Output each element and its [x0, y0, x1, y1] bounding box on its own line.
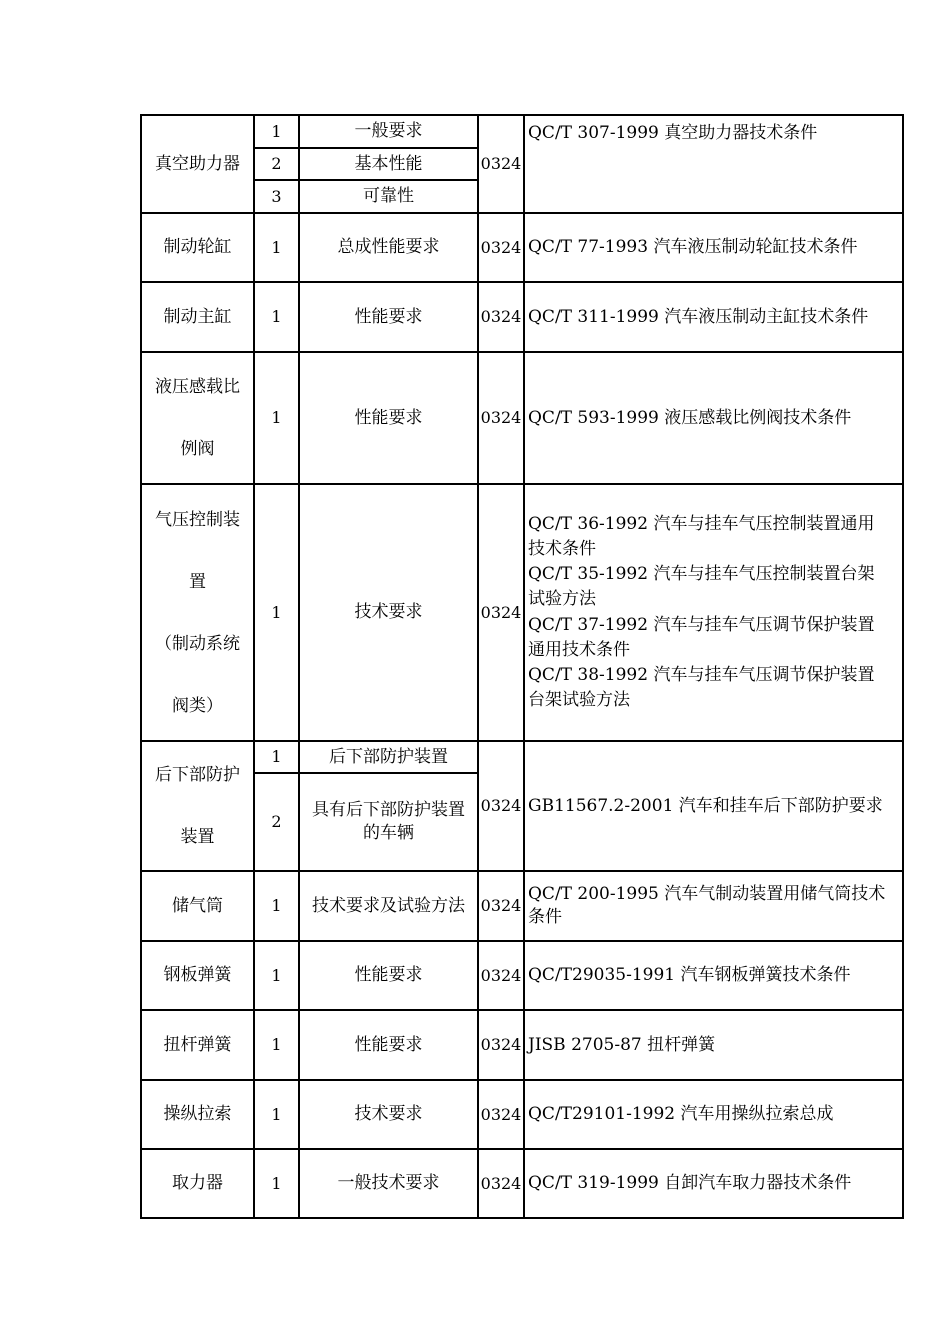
table-row — [141, 871, 903, 941]
seq-cell: 1 — [254, 1080, 299, 1149]
item-name-cell — [141, 115, 254, 213]
table-row — [141, 1080, 903, 1149]
standards-table — [140, 114, 904, 1219]
standard-cell — [524, 115, 903, 213]
standard-line: 试验方法 — [528, 589, 596, 610]
standard-cell — [524, 871, 903, 941]
item-name-line: 钢板弹簧 — [163, 965, 232, 986]
standard-line: JISB 2705-87 扭杆弹簧 — [528, 1034, 716, 1055]
item-name-cell — [141, 1010, 254, 1080]
standard-line: 技术条件 — [528, 539, 596, 560]
seq-cell: 1 — [254, 1010, 299, 1080]
standard-cell — [524, 941, 903, 1010]
item-name-cell — [141, 1149, 254, 1218]
seq-cell: 1 — [254, 484, 299, 741]
requirement-cell: 具有后下部防护装置的车辆 — [299, 773, 478, 871]
requirement-cell: 性能要求 — [299, 1010, 478, 1080]
code-cell: 0324 — [478, 352, 524, 484]
seq-cell: 1 — [254, 741, 299, 773]
item-name-cell — [141, 484, 254, 741]
item-name-line: （制动系统 — [155, 633, 240, 654]
item-name-cell — [141, 741, 254, 871]
seq-cell: 2 — [254, 148, 299, 180]
requirement-cell: 可靠性 — [299, 180, 478, 213]
standard-cell — [524, 1080, 903, 1149]
item-name-line: 后下部防护 — [155, 765, 240, 785]
table-row — [141, 115, 903, 148]
code-cell: 0324 — [478, 1010, 524, 1080]
requirement-cell: 一般技术要求 — [299, 1149, 478, 1218]
standard-line: QC/T 37-1992 汽车与挂车气压调节保护装置 — [528, 614, 875, 635]
standard-line: GB11567.2-2001 汽车和挂车后下部防护要求 — [528, 795, 883, 816]
item-name-line: 置 — [189, 571, 206, 592]
item-name-line: 储气筒 — [172, 895, 223, 916]
requirement-cell: 性能要求 — [299, 941, 478, 1010]
item-name-line: 液压感载比 — [155, 377, 240, 397]
standard-line: QC/T 77-1993 汽车液压制动轮缸技术条件 — [528, 237, 858, 258]
standard-cell — [524, 1149, 903, 1218]
item-name-cell — [141, 1080, 254, 1149]
standard-line: QC/T 311-1999 汽车液压制动主缸技术条件 — [528, 306, 869, 327]
item-name-line: 制动主缸 — [163, 306, 232, 327]
standard-line: 通用技术条件 — [528, 639, 630, 660]
requirement-cell: 技术要求 — [299, 1080, 478, 1149]
requirement-cell: 性能要求 — [299, 282, 478, 352]
item-name-cell — [141, 282, 254, 352]
item-name-line: 扭杆弹簧 — [163, 1034, 232, 1055]
standard-line: QC/T29101-1992 汽车用操纵拉索总成 — [528, 1104, 834, 1125]
standard-cell — [524, 352, 903, 484]
requirement-cell: 性能要求 — [299, 352, 478, 484]
requirement-cell: 基本性能 — [299, 148, 478, 180]
standard-line: QC/T 593-1999 液压感载比例阀技术条件 — [528, 407, 852, 428]
code-cell: 0324 — [478, 1080, 524, 1149]
code-cell: 0324 — [478, 213, 524, 282]
standard-line: QC/T 38-1992 汽车与挂车气压调节保护装置 — [528, 664, 875, 685]
seq-cell: 1 — [254, 941, 299, 1010]
seq-cell: 1 — [254, 115, 299, 148]
requirement-cell: 技术要求 — [299, 484, 478, 741]
item-name-line: 例阀 — [180, 439, 215, 459]
table-row — [141, 282, 903, 352]
table-row — [141, 213, 903, 282]
code-cell: 0324 — [478, 484, 524, 741]
code-cell: 0324 — [478, 741, 524, 871]
standard-cell — [524, 484, 903, 741]
item-name-line: 操纵拉索 — [163, 1104, 232, 1125]
requirement-cell: 后下部防护装置 — [299, 741, 478, 773]
item-name-cell — [141, 213, 254, 282]
item-name-cell — [141, 941, 254, 1010]
table-row — [141, 1010, 903, 1080]
standard-line: QC/T29035-1991 汽车钢板弹簧技术条件 — [528, 965, 851, 986]
requirement-cell: 技术要求及试验方法 — [299, 871, 478, 941]
seq-cell: 1 — [254, 213, 299, 282]
item-name-line: 取力器 — [172, 1173, 223, 1194]
code-cell: 0324 — [478, 941, 524, 1010]
item-name-line: 气压控制装 — [155, 509, 240, 530]
standard-line: 台架试验方法 — [528, 689, 630, 710]
code-cell: 0324 — [478, 871, 524, 941]
standard-line: QC/T 200-1995 汽车气制动装置用储气筒技术 — [528, 884, 886, 905]
table-row — [141, 941, 903, 1010]
standard-line: 条件 — [528, 907, 562, 927]
standard-cell — [524, 213, 903, 282]
seq-cell: 1 — [254, 282, 299, 352]
code-cell: 0324 — [478, 282, 524, 352]
standard-line: QC/T 307-1999 真空助力器技术条件 — [528, 123, 818, 143]
seq-cell: 1 — [254, 1149, 299, 1218]
seq-cell: 3 — [254, 180, 299, 213]
item-name-line: 制动轮缸 — [163, 237, 232, 258]
requirement-cell: 一般要求 — [299, 115, 478, 148]
table-row — [141, 484, 903, 741]
code-cell: 0324 — [478, 115, 524, 213]
standard-line: QC/T 35-1992 汽车与挂车气压控制装置台架 — [528, 564, 875, 585]
standard-line: QC/T 36-1992 汽车与挂车气压控制装置通用 — [528, 513, 875, 534]
item-name-cell — [141, 871, 254, 941]
standard-cell — [524, 1010, 903, 1080]
table-row — [141, 352, 903, 484]
standard-cell — [524, 741, 903, 871]
seq-cell: 2 — [254, 773, 299, 871]
seq-cell: 1 — [254, 352, 299, 484]
requirement-cell: 总成性能要求 — [299, 213, 478, 282]
table-row — [141, 1149, 903, 1218]
code-cell: 0324 — [478, 1149, 524, 1218]
seq-cell: 1 — [254, 871, 299, 941]
item-name-line: 真空助力器 — [155, 153, 240, 174]
item-name-line: 阀类） — [172, 695, 223, 716]
table-row — [141, 741, 903, 773]
item-name-cell — [141, 352, 254, 484]
item-name-line: 装置 — [180, 827, 215, 847]
standard-line: QC/T 319-1999 自卸汽车取力器技术条件 — [528, 1173, 852, 1194]
standard-cell — [524, 282, 903, 352]
